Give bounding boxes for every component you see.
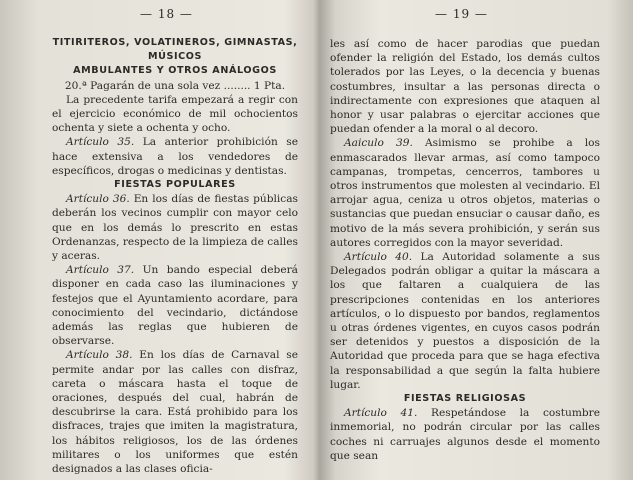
article-35-label: Artículo 35. <box>66 136 135 149</box>
left-page-text <box>52 36 298 476</box>
article-39 <box>330 136 600 250</box>
right-page-number: — 19 — <box>435 7 488 21</box>
article-38 <box>52 348 298 476</box>
right-page-text <box>330 37 600 463</box>
article-37-text: Un bando especial deberá disponer en cada caso las iluminaciones y festejos que el Ayuntamiento acordare, para conocimiento del vecindario, dictándose además las reglas que hubieren de observarse. <box>52 264 298 348</box>
article-35 <box>52 135 298 178</box>
article-39-label: Aaiculo 39. <box>344 137 413 150</box>
article-38-label: Artículo 38. <box>66 349 133 362</box>
article-37 <box>52 263 298 348</box>
paragraph-tarifa: La precedente tarifa empezará a regir con el ejercicio económico de mil ochocientos ochenta y siete a ochenta y ocho. <box>52 93 298 135</box>
article-37-label: Artículo 37. <box>66 264 135 277</box>
section-heading-ambulantes: AMBULANTES Y OTROS ANÁLOGOS <box>73 65 277 77</box>
article-41-label: Artículo 41. <box>344 407 418 420</box>
article-36 <box>52 192 298 263</box>
article-40-label: Artículo 40. <box>344 251 413 264</box>
paragraph-continuation: les así como de hacer parodias que puedan ofender la religión del Estado, los demás cultos tolerados por las Leyes, o la decencia y buenas costumbres, insultar a las personas directa o indirectamente con expresiones que ataquen al honor y usar palabras o ejercitar acciones que puedan ofender a la moral o al decoro. <box>330 38 600 136</box>
article-36-text: En los días de fiestas públicas deberán los vecinos cumplir con mayor celo que en los demás lo prescrito en estas Ordenanzas, respecto de la limpieza de calles y aceras. <box>52 193 298 263</box>
article-36-label: Artículo 36. <box>66 193 130 206</box>
left-page-number: — 18 — <box>140 7 193 21</box>
section-heading-fiestas-religiosas: FIESTAS RELIGIOSAS <box>403 393 527 405</box>
article-40 <box>330 250 600 392</box>
article-40-text: La Autoridad solamente a sus Delegados podrán obligar a quitar la máscara a los que faltaren a cualquiera de las prescripciones contenidas en los anteriores artículos, o lo dispuesto por bandos, reglamentos u otras órdenes vigentes, en cuyos casos podrán ser detenidos y puestos a disposición de la Autoridad que proceda para que se haga efectiva la responsabilidad a que según la falta hubiere lugar. <box>330 251 600 391</box>
section-heading-titiriteros: TITIRITEROS, VOLATINEROS, GIMNASTAS, MÚSICOS <box>52 37 298 63</box>
article-41 <box>330 406 600 463</box>
section-heading-fiestas-populares: FIESTAS POPULARES <box>114 179 236 191</box>
left-page <box>0 0 316 480</box>
right-page <box>322 0 633 480</box>
article-38-text: En los días de Carnaval se permite andar por las calles con disfraz, careta o máscara hasta el toque de oraciones, después del cual, habrán de descubrirse la cara. Está prohibido para los disfraces, trajes que imiten la magistratura, los hábitos religiosos, los de las órdenes militares o los uniformes que estén designados a las clases oficia- <box>52 349 298 476</box>
article-35-text: La anterior prohibición se hace extensiva a los vendedores de específicos, drogas o medicinas y dentistas. <box>52 136 298 177</box>
article-41-text: Respetándose la costumbre inmemorial, no podrán circular por las calles coches ni carruajes algunos desde el momento que sean <box>330 407 600 462</box>
item-20-line: 20.ª Pagarán de una sola vez ........ 1 Pta. <box>64 79 286 92</box>
article-39-text: Asimismo se prohibe a los enmascarados llevar armas, así como tampoco campanas, trompetas, cencerros, tambores u otros instrumentos que molesten al vecindario. El arrojar agua, ceniza u otros objetos, materias o sustancias que puedan ensuciar o causar daño, es motivo de la más severa prohibición, y serán sus autores corregidos con la mayor severidad. <box>330 137 600 249</box>
